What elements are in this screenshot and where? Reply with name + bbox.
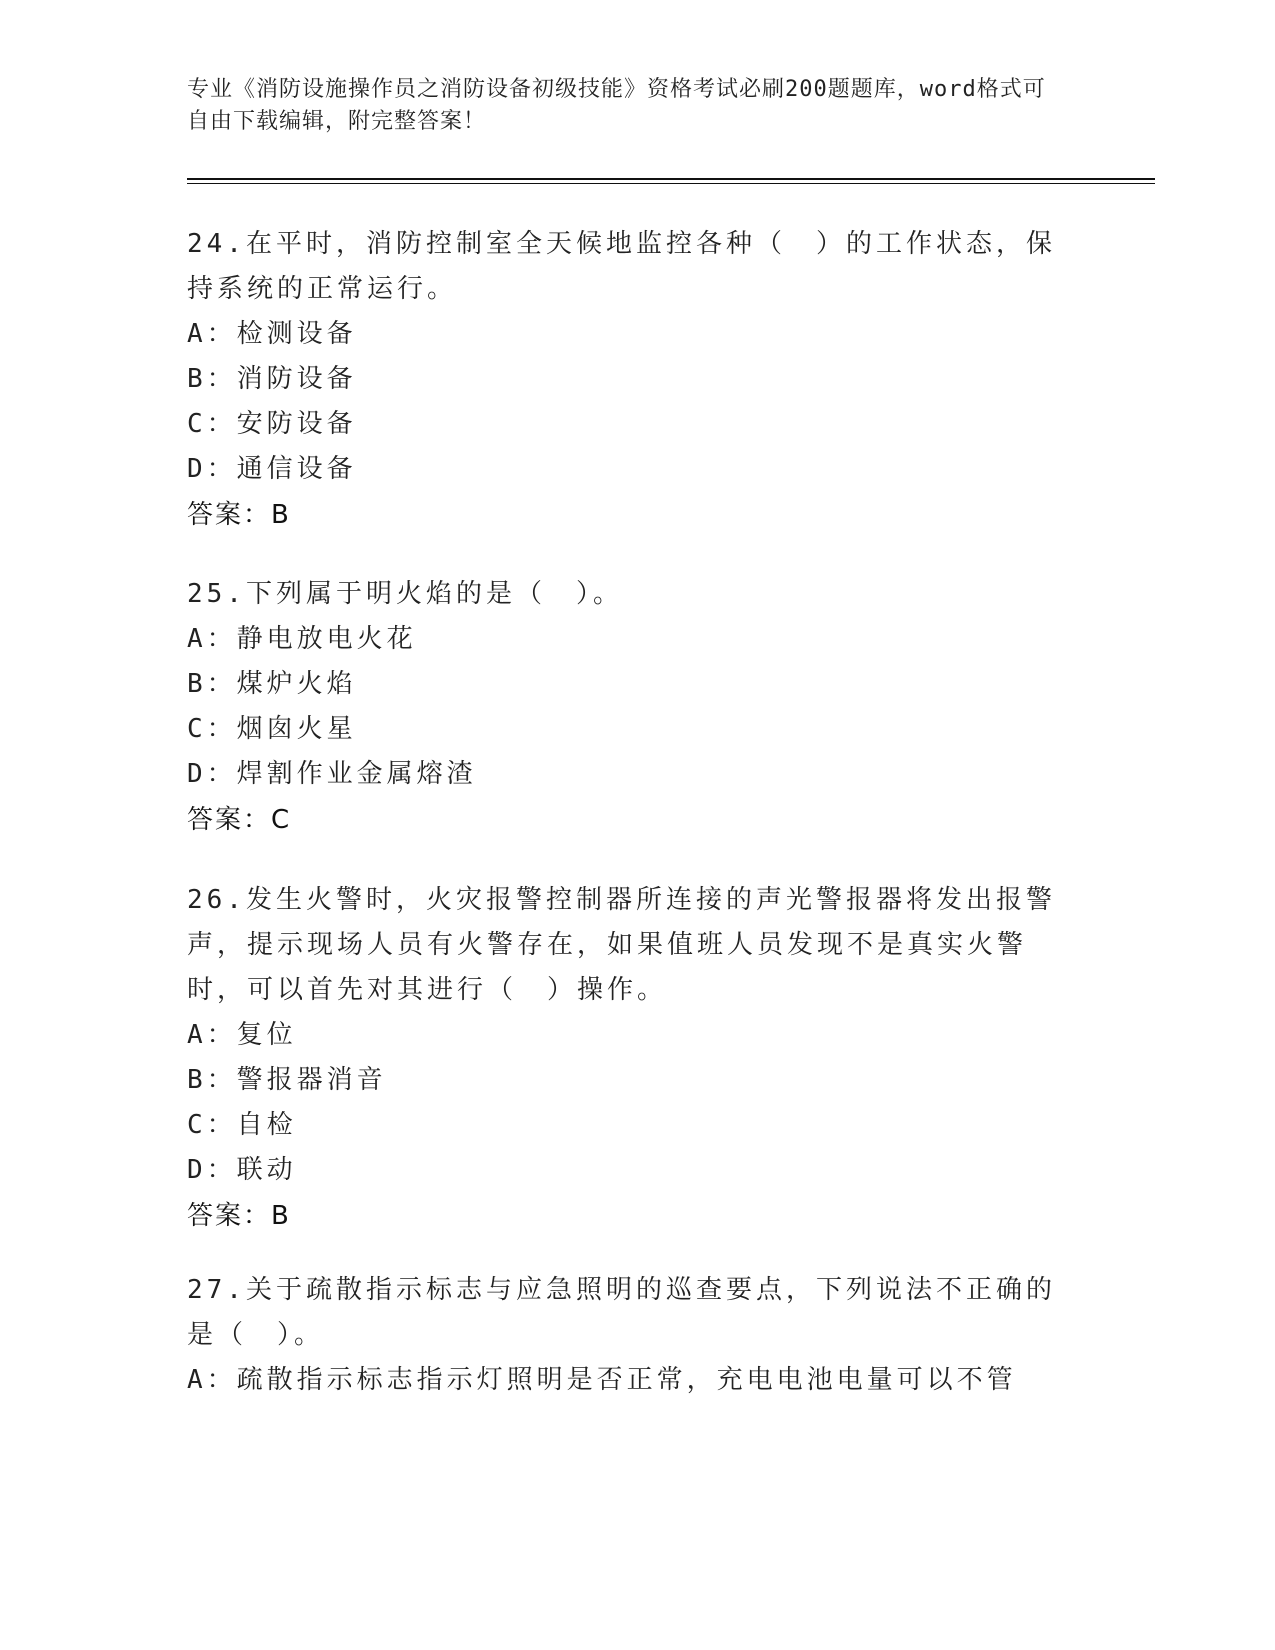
option-b: B：警报器消音: [187, 1065, 387, 1095]
document-header: 专业《消防设施操作员之消防设备初级技能》资格考试必刷200题题库，word格式可自由下载编辑，附完整答案！: [187, 77, 1046, 134]
header-divider: [187, 178, 1155, 184]
option-c: C：烟囱火星: [187, 714, 357, 744]
question-25: [187, 572, 1077, 843]
option-c: C：安防设备: [187, 409, 357, 439]
question-26: [187, 878, 1077, 1239]
option-a: A：检测设备: [187, 319, 357, 349]
option-d: D：通信设备: [187, 454, 357, 484]
question-stem: 25.下列属于明火焰的是（ ）。: [187, 579, 623, 609]
question-24: [187, 222, 1077, 538]
option-d: D：焊割作业金属熔渣: [187, 759, 477, 789]
option-c: C：自检: [187, 1110, 297, 1140]
option-a: A：疏散指示标志指示灯照明是否正常，充电电池电量可以不管: [187, 1365, 1017, 1395]
option-a: A：静电放电火花: [187, 624, 417, 654]
answer-label: 答案：C: [187, 805, 292, 835]
answer-label: 答案：B: [187, 1201, 291, 1231]
option-b: B：消防设备: [187, 364, 357, 394]
question-stem: 24.在平时，消防控制室全天候地监控各种（ ）的工作状态，保持系统的正常运行。: [187, 229, 1056, 304]
option-a: A：复位: [187, 1020, 297, 1050]
option-b: B：煤炉火焰: [187, 669, 357, 699]
question-stem: 27.关于疏散指示标志与应急照明的巡查要点，下列说法不正确的是（ ）。: [187, 1275, 1056, 1350]
question-27: [187, 1268, 1077, 1403]
option-d: D：联动: [187, 1155, 297, 1185]
question-stem: 26.发生火警时，火灾报警控制器所连接的声光警报器将发出报警声，提示现场人员有火警存在，如果值班人员发现不是真实火警时，可以首先对其进行（ ）操作。: [187, 885, 1056, 1005]
answer-label: 答案：B: [187, 500, 291, 530]
